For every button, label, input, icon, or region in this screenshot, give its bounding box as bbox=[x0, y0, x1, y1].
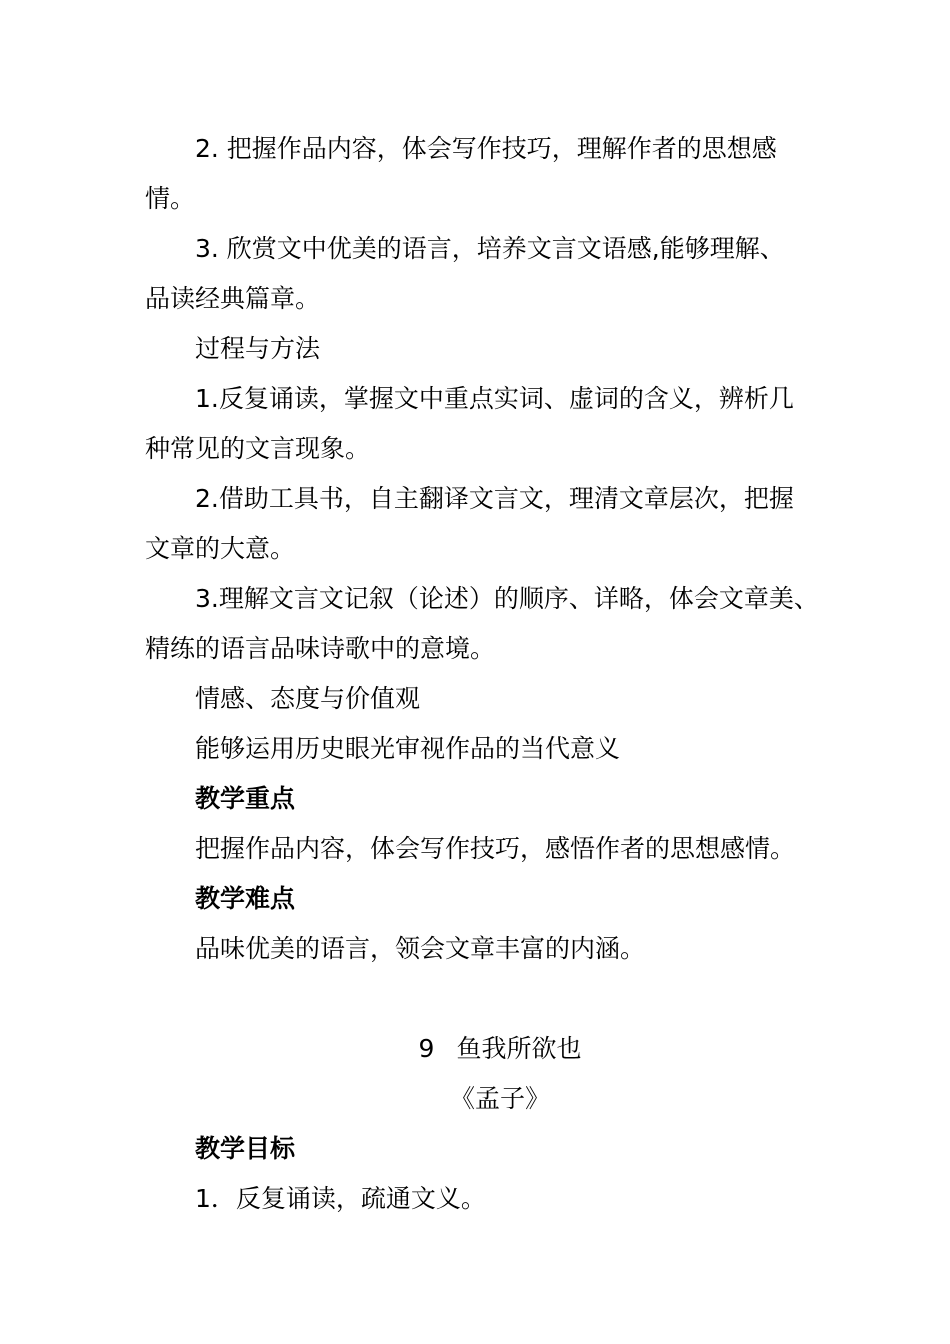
paragraph-goal-3-line2: 品读经典篇章。 bbox=[145, 284, 321, 313]
section-spacer bbox=[145, 974, 815, 1024]
paragraph-goal-3-line1: 3. 欣赏文中优美的语言，培养文言文语感,能够理解、 bbox=[195, 234, 785, 263]
heading-teaching-goals: 教学目标 bbox=[195, 1134, 296, 1163]
lesson-source: 《孟子》 bbox=[449, 1084, 550, 1113]
paragraph-difficulties: 品味优美的语言，领会文章丰富的内涵。 bbox=[195, 934, 646, 963]
document-body bbox=[145, 124, 819, 1224]
paragraph-key-points: 把握作品内容，体会写作技巧，感悟作者的思想感情。 bbox=[195, 834, 796, 863]
paragraph-process-3-line2: 精练的语言品味诗歌中的意境。 bbox=[145, 634, 496, 663]
heading-emotion-attitude-values: 情感、态度与价值观 bbox=[195, 684, 421, 713]
heading-process-and-method: 过程与方法 bbox=[195, 334, 321, 363]
paragraph-goal-2-line1: 2. 把握作品内容，体会写作技巧，理解作者的思想感 bbox=[195, 134, 777, 163]
lesson-number: 9 bbox=[418, 1034, 435, 1063]
heading-teaching-difficulties: 教学难点 bbox=[195, 884, 296, 913]
heading-teaching-key-points: 教学重点 bbox=[195, 784, 296, 813]
paragraph-process-2-line1: 2.借助工具书，自主翻译文言文，理清文章层次，把握 bbox=[195, 484, 794, 513]
paragraph-process-3-line1: 3.理解文言文记叙（论述）的顺序、详略，体会文章美、 bbox=[195, 584, 819, 613]
lesson-title-text: 鱼我所欲也 bbox=[456, 1034, 582, 1063]
paragraph-process-1-line1: 1.反复诵读，掌握文中重点实词、虚词的含义，辨析几 bbox=[195, 384, 794, 413]
paragraph-goal-2-line2: 情。 bbox=[145, 184, 196, 213]
paragraph-lesson-goal-1: 1．反复诵读，疏通文义。 bbox=[195, 1184, 486, 1213]
paragraph-emotion: 能够运用历史眼光审视作品的当代意义 bbox=[195, 734, 621, 763]
paragraph-process-1-line2: 种常见的文言现象。 bbox=[145, 434, 371, 463]
lesson-title bbox=[145, 1024, 815, 1074]
paragraph-process-2-line2: 文章的大意。 bbox=[145, 534, 296, 563]
